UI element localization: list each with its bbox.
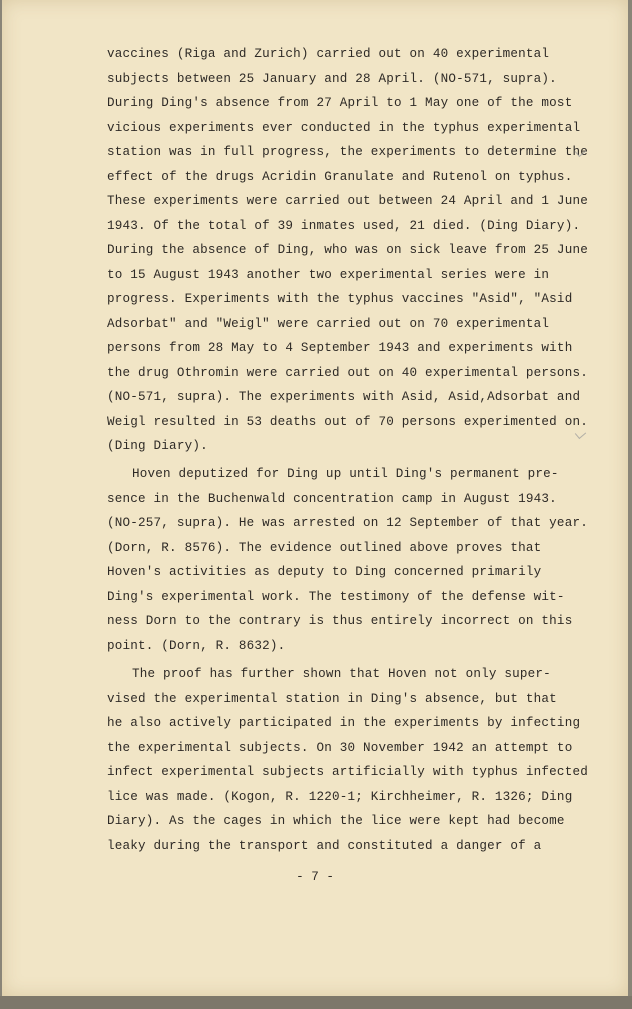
text-line: Ding's experimental work. The testimony of the defense wit- [107,589,565,604]
text-line: During the absence of Ding, who was on sick leave from 25 June [107,243,588,257]
document-page [2,0,628,996]
text-line: sence in the Buchenwald concentration camp in August 1943. [107,491,557,506]
text-line: ness Dorn to the contrary is thus entirely incorrect on this [107,614,573,628]
text-line: vicious experiments ever conducted in the typhus experimental [107,120,581,135]
text-line: effect of the drugs Acridin Granulate and Rutenol on typhus. [107,169,573,184]
text-line: persons from 28 May to 4 September 1943 and experiments with [107,341,573,355]
text-line: The proof has further shown that Hoven not only super- [132,667,551,681]
text-line: subjects between 25 January and 28 April. (NO-571, supra). [107,71,557,86]
text-line: the experimental subjects. On 30 November 1942 an attempt to [107,740,573,755]
text-line: station was in full progress, the experiments to determine the [107,145,588,159]
text-line: to 15 August 1943 another two experimental series were in [107,267,550,282]
text-line: progress. Experiments with the typhus vaccines "Asid", "Asid [107,292,573,306]
text-line: lice was made. (Kogon, R. 1220-1; Kirchheimer, R. 1326; Ding [107,789,573,804]
text-line: 1943. Of the total of 39 inmates used, 21 died. (Ding Diary). [107,218,581,233]
text-line: Hoven's activities as deputy to Ding concerned primarily [107,565,542,579]
text-line: Diary). As the cages in which the lice were kept had become [107,814,565,828]
text-line: During Ding's absence from 27 April to 1 May one of the most [107,96,573,110]
text-line: leaky during the transport and constituted a danger of a [107,838,542,853]
text-line: (Ding Diary). [107,439,208,453]
check-mark-icon [575,428,586,439]
text-line: These experiments were carried out between 24 April and 1 June [107,194,588,208]
text-line: Adsorbat" and "Weigl" were carried out on 70 experimental [107,316,550,331]
scan-background-edge [0,996,632,1009]
text-line: the drug Othromin were carried out on 40 experimental persons. [107,365,588,380]
page-number: - 7 - [296,870,334,884]
text-line: Weigl resulted in 53 deaths out of 70 persons experimented on. [107,414,588,429]
text-line: vaccines (Riga and Zurich) carried out on 40 experimental [107,47,550,61]
text-line: point. (Dorn, R. 8632). [107,638,286,653]
text-line: (NO-257, supra). He was arrested on 12 September of that year. [107,516,588,530]
text-line: (NO-571, supra). The experiments with Asid, Asid,Adsorbat and [107,390,581,404]
text-line: Hoven deputized for Ding up until Ding's permanent pre- [132,467,559,481]
text-line: infect experimental subjects artificially with typhus infected [107,765,588,779]
text-line: he also actively participated in the experiments by infecting [107,716,581,730]
text-line: (Dorn, R. 8576). The evidence outlined above proves that [107,540,542,555]
text-line: vised the experimental station in Ding's absence, but that [107,691,557,706]
